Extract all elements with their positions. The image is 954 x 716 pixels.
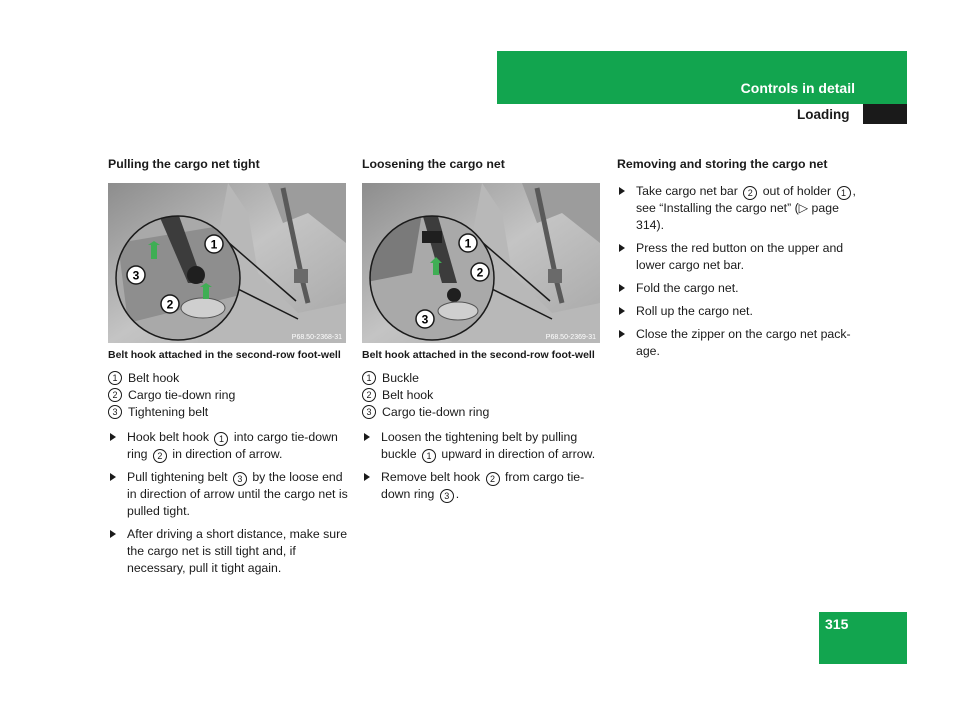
header-banner	[497, 51, 907, 104]
figure-code: P68.50-2369-31	[545, 334, 596, 341]
svg-text:1: 1	[210, 237, 218, 252]
instruction-item: Loosen the tightening belt by pulling buckle 1 upward in direction of arrow.	[362, 429, 604, 463]
section-tab-marker	[863, 104, 907, 124]
svg-text:3: 3	[132, 268, 140, 283]
legend-item	[108, 387, 350, 404]
column-removing-storing	[617, 156, 859, 366]
figure-pulling-illustration	[108, 183, 346, 343]
number-marker: 1	[837, 186, 851, 200]
number-marker: 3	[108, 405, 122, 419]
callout-2	[161, 295, 179, 313]
figure-code: P68.50-2368-31	[291, 334, 342, 341]
legend-text: Tightening belt	[128, 404, 209, 419]
bullet-arrow-icon	[110, 530, 116, 538]
number-marker: 3	[233, 472, 247, 486]
callout-3	[416, 310, 434, 328]
number-marker: 1	[214, 432, 228, 446]
figure-loosening-illustration	[362, 183, 600, 343]
bullet-arrow-icon	[110, 433, 116, 441]
legend-item	[362, 370, 604, 387]
column-loosening	[362, 156, 604, 509]
column-heading: Loosening the cargo net	[362, 157, 505, 171]
legend-text: Belt hook	[128, 370, 180, 385]
bullet-arrow-icon	[364, 473, 370, 481]
svg-text:3: 3	[421, 312, 429, 327]
number-marker: 1	[362, 371, 376, 385]
number-marker: 2	[743, 186, 757, 200]
legend-item	[362, 387, 604, 404]
callout-1	[205, 235, 223, 253]
bullet-arrow-icon	[364, 433, 370, 441]
page-number: 315	[825, 616, 849, 632]
callout-3	[127, 266, 145, 284]
instruction-list	[362, 429, 604, 503]
legend-text: Cargo tie-down ring	[128, 387, 236, 402]
legend-item	[362, 404, 604, 421]
legend-list	[108, 370, 350, 421]
legend-text: Buckle	[382, 370, 419, 385]
number-marker: 3	[440, 489, 454, 503]
instruction-item: Remove belt hook 2 from cargo tie-down ring 3 .	[362, 469, 604, 503]
legend-item	[108, 370, 350, 387]
legend-item	[108, 404, 350, 421]
callout-1	[459, 234, 477, 252]
bullet-arrow-icon	[110, 473, 116, 481]
svg-text:1: 1	[464, 236, 472, 251]
number-marker: 2	[108, 388, 122, 402]
bullet-arrow-icon	[619, 187, 625, 195]
instruction-list	[108, 429, 350, 577]
instruction-item: Press the red button on the upper and lower cargo net bar.	[617, 240, 859, 274]
section-title: Loading	[797, 107, 850, 122]
number-marker: 2	[362, 388, 376, 402]
instruction-item: Close the zipper on the cargo net pack-age.	[617, 326, 859, 360]
legend-text: Belt hook	[382, 387, 434, 402]
bullet-arrow-icon	[619, 307, 625, 315]
chapter-title: Controls in detail	[740, 80, 855, 96]
instruction-item: After driving a short distance, make sure the cargo net is still tight and, if necessary, pull it tight again.	[108, 526, 350, 577]
column-pulling	[108, 156, 350, 583]
callout-2	[471, 263, 489, 281]
instruction-item: Hook belt hook 1 into cargo tie-down ring 2 in direction of arrow.	[108, 429, 350, 463]
bullet-arrow-icon	[619, 244, 625, 252]
column-heading: Removing and storing the cargo net	[617, 157, 828, 171]
number-marker: 2	[153, 449, 167, 463]
number-marker: 1	[422, 449, 436, 463]
bullet-arrow-icon	[619, 330, 625, 338]
instruction-item: Fold the cargo net.	[617, 280, 859, 297]
page-number-box	[819, 612, 907, 664]
instruction-list	[617, 183, 859, 360]
number-marker: 1	[108, 371, 122, 385]
figure-caption: Belt hook attached in the second-row foot-well	[362, 349, 595, 361]
instruction-item: Pull tightening belt 3 by the loose end in direction of arrow until the cargo net is pulled tight.	[108, 469, 350, 520]
bullet-arrow-icon	[619, 284, 625, 292]
legend-list	[362, 370, 604, 421]
buckle-drawing	[422, 231, 442, 243]
svg-text:2: 2	[476, 265, 484, 280]
number-marker: 3	[362, 405, 376, 419]
legend-text: Cargo tie-down ring	[382, 404, 490, 419]
instruction-item: Take cargo net bar 2 out of holder 1 , see “Installing the cargo net” (▷ page 314).	[617, 183, 859, 234]
svg-text:2: 2	[166, 297, 174, 312]
figure-caption: Belt hook attached in the second-row foot-well	[108, 349, 341, 361]
instruction-item: Roll up the cargo net.	[617, 303, 859, 320]
number-marker: 2	[486, 472, 500, 486]
column-heading: Pulling the cargo net tight	[108, 157, 260, 171]
